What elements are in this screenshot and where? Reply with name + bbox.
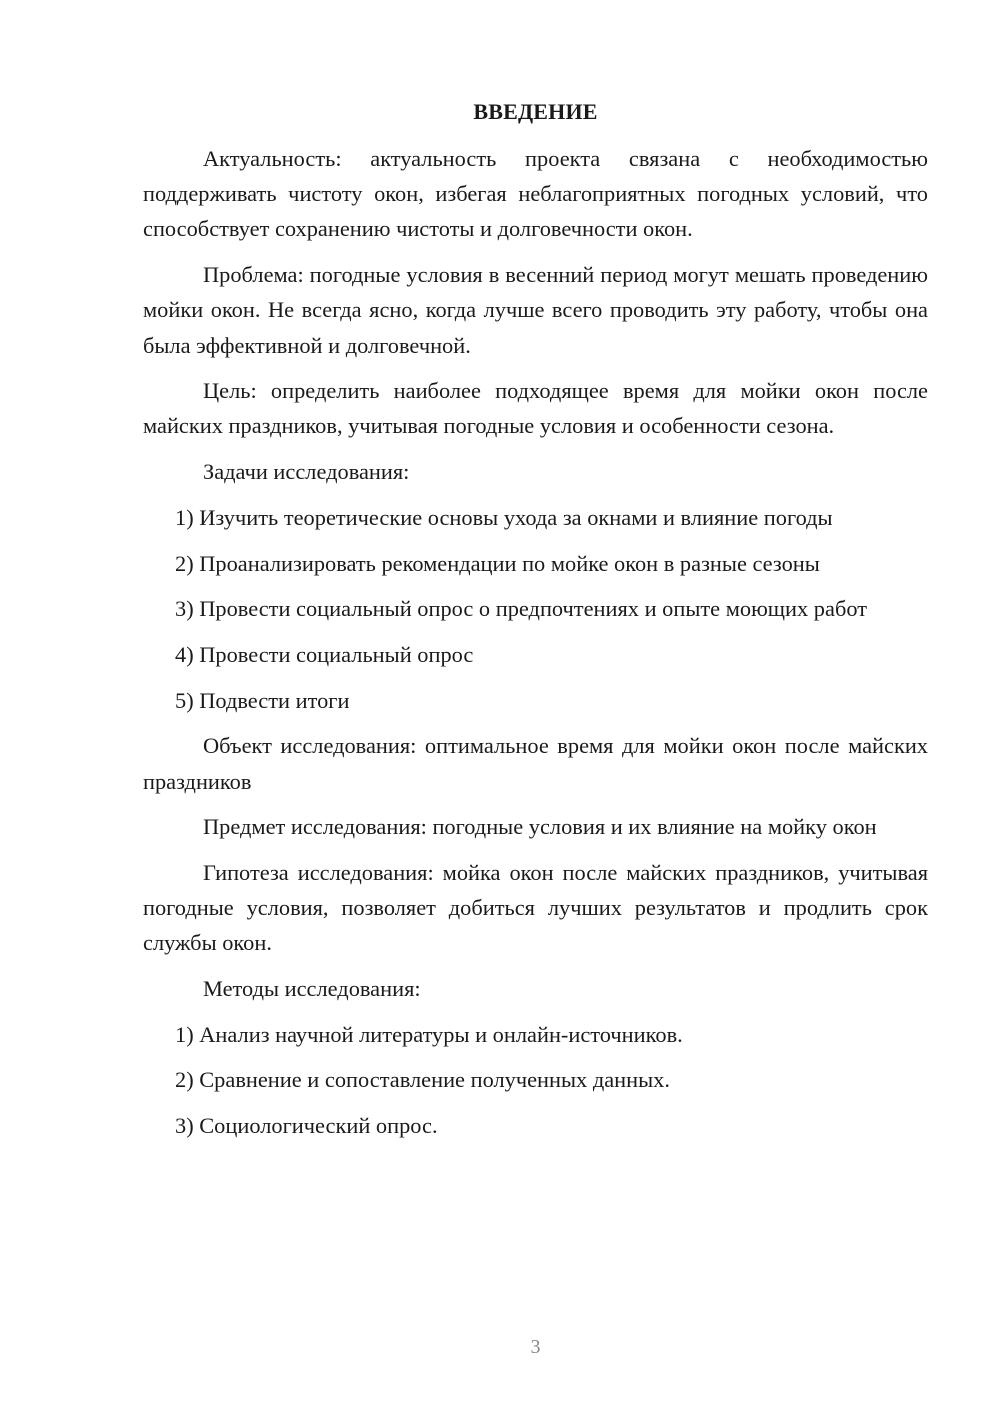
body-text [143,141,928,1154]
paragraph-subject: Предмет исследования: погодные условия и их влияние на мойку окон [203,814,877,840]
task-item: 2) Проанализировать рекомендации по мойке окон в разные сезоны [175,550,820,576]
task-item: 5) Подвести итоги [175,687,350,713]
paragraph-relevance: Актуальность: актуальность проекта связана с необходимостью поддерживать чистоту окон, избегая неблагоприятных погодных условий, что способствует сохранению чистоты и долговечности окон. [143,146,928,242]
document-page [143,0,928,1414]
method-item: 3) Социологический опрос. [175,1113,438,1139]
page-number: 3 [530,1336,541,1358]
paragraph-object: Объект исследования: оптимальное время для мойки окон после майских праздников [143,733,928,794]
task-item: 4) Провести социальный опрос [175,641,474,667]
methods-heading: Методы исследования: [203,976,421,1002]
method-item: 1) Анализ научной литературы и онлайн-источников. [175,1021,683,1047]
section-title: ВВЕДЕНИЕ [473,99,598,124]
paragraph-hypothesis: Гипотеза исследования: мойка окон после майских праздников, учитывая погодные условия, позволяет добиться лучших результатов и продлить срок службы окон. [143,859,928,956]
method-item: 2) Сравнение и сопоставление полученных данных. [175,1067,670,1093]
tasks-heading: Задачи исследования: [203,459,410,485]
task-item: 3) Провести социальный опрос о предпочтениях и опыте моющих работ [175,596,868,622]
paragraph-problem: Проблема: погодные условия в весенний период могут мешать проведению мойки окон. Не всегда ясно, когда лучше всего проводить эту работу, чтобы она была эффективной и долговечной. [143,262,928,358]
task-item: 1) Изучить теоретические основы ухода за окнами и влияние погоды [175,504,833,530]
paragraph-goal: Цель: определить наиболее подходящее время для мойки окон после майских праздников, учитывая погодные условия и особенности сезона. [143,378,928,439]
